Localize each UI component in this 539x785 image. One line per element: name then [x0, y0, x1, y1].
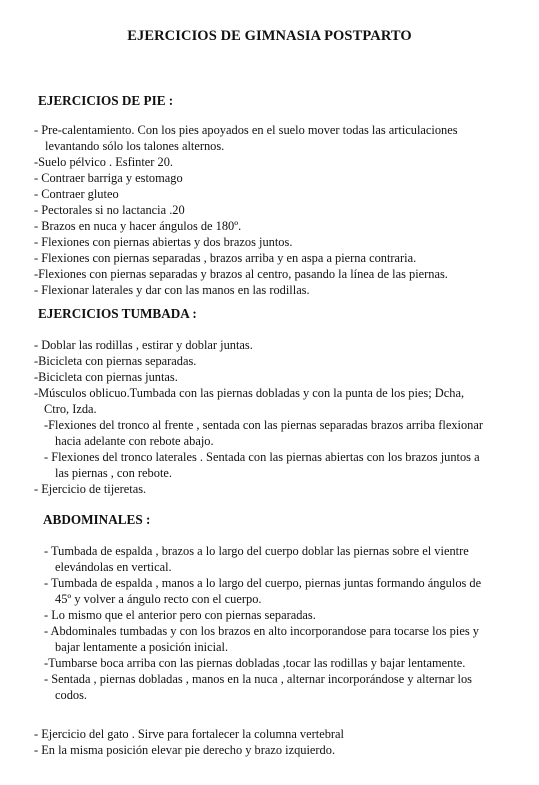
section-heading: EJERCICIOS TUMBADA : — [38, 306, 197, 321]
text-line: -Flexiones con piernas separadas y brazos al centro, pasando la línea de las piernas. — [34, 267, 448, 281]
text-line: - Brazos en nuca y hacer ángulos de 180º. — [34, 219, 242, 233]
text-line: - Ejercicio del gato . Sirve para fortalecer la columna vertebral — [34, 727, 344, 741]
text-line: -Bicicleta con piernas juntas. — [34, 370, 178, 384]
text-line: - Tumbada de espalda , brazos a lo largo del cuerpo doblar las piernas sobre el vientre — [44, 544, 469, 558]
text-line: - Contraer barriga y estomago — [34, 171, 183, 185]
text-line: - Tumbada de espalda , manos a lo largo del cuerpo, piernas juntas formando ángulos de — [44, 576, 482, 590]
text-line: hacia adelante con rebote abajo. — [55, 434, 214, 448]
text-line: levantando sólo los talones alternos. — [45, 139, 225, 153]
text-line: - Ejercicio de tijeretas. — [34, 482, 147, 496]
section-heading: ABDOMINALES : — [43, 512, 151, 527]
text-line: codos. — [55, 688, 88, 702]
text-line: -Bicicleta con piernas separadas. — [34, 354, 197, 368]
text-line: bajar lentamente a posición inicial. — [55, 640, 229, 654]
text-line: Ctro, Izda. — [44, 402, 97, 416]
text-line: - Flexionar laterales y dar con las manos en las rodillas. — [34, 283, 310, 297]
text-line: las piernas , con rebote. — [55, 466, 172, 480]
text-line: 45º y volver a ángulo recto con el cuerpo. — [55, 592, 262, 606]
text-line: - Abdominales tumbadas y con los brazos en alto incorporandose para tocarse los pies y — [44, 624, 479, 638]
text-line: -Flexiones del tronco al frente , sentada con las piernas separadas brazos arriba flexionar — [44, 418, 483, 432]
text-line: - Contraer gluteo — [34, 187, 119, 201]
text-line: elevándolas en vertical. — [55, 560, 172, 574]
text-line: - Pectorales si no lactancia .20 — [34, 203, 185, 217]
text-line: -Músculos oblicuo.Tumbada con las piernas dobladas y con la punta de los pies; Dcha, — [34, 386, 465, 400]
text-line: - Flexiones con piernas separadas , brazos arriba y en aspa a pierna contraria. — [34, 251, 417, 265]
text-line: - Sentada , piernas dobladas , manos en la nuca , alternar incorporándose y alternar los — [44, 672, 473, 686]
document-title: EJERCICIOS DE GIMNASIA POSTPARTO — [127, 28, 412, 44]
text-line: - Flexiones del tronco laterales . Sentada con las piernas abiertas con los brazos juntos a — [44, 450, 480, 464]
text-line: -Suelo pélvico . Esfinter 20. — [34, 155, 174, 169]
text-line: - Pre-calentamiento. Con los pies apoyados en el suelo mover todas las articulaciones — [34, 123, 458, 137]
text-line: - En la misma posición elevar pie derecho y brazo izquierdo. — [34, 743, 336, 757]
text-line: - Doblar las rodillas , estirar y doblar juntas. — [34, 338, 253, 352]
text-line: - Flexiones con piernas abiertas y dos brazos juntos. — [34, 235, 293, 249]
text-line: - Lo mismo que el anterior pero con piernas separadas. — [44, 608, 316, 622]
text-line: -Tumbarse boca arriba con las piernas dobladas ,tocar las rodillas y bajar lentamente. — [44, 656, 466, 670]
section-heading: EJERCICIOS DE PIE : — [38, 93, 174, 108]
